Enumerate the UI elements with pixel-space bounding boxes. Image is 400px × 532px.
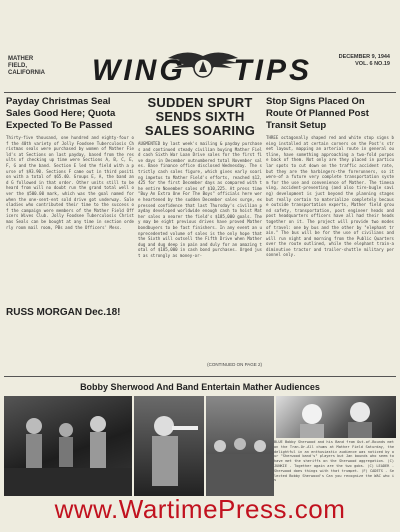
masthead-location: MATHER FIELD, CALIFORNIA	[8, 56, 45, 76]
photo-section-headline: Bobby Sherwood And Band Entertain Mather Audiences	[80, 382, 320, 392]
photo-audience	[206, 396, 274, 496]
continued-note: (CONTINUED ON PAGE 2)	[207, 362, 262, 367]
masthead-rule	[4, 92, 396, 93]
watermark-text: www.WartimePress.com	[54, 494, 346, 524]
column-center	[138, 96, 262, 367]
stop-signs-body: THREE octagonally shaped red and white stop signs being installed at certain corners on the Post's street layout, mapping an arterial route in general outline, have something approaching a two-fold purpose back of them. Not only are they placed in particular spots to cut down on the traffic accident rate, but they are the harbingers-the forerunners, so it were-of a future very complete transportation system for the use and convenience of Mather. The timesaving, accident-preventing (and also tire-bugle saving) development is just beyond the planning stages but really certain to materialize completely because outside transportation experts, Mather field ground safety, transportation, post engineer heads and post headquarters officers have all had their heads together on it. The project will provide two modes of travel: one by bus and the other by "elephant train." The bus will be for the use of civilians and will run night and morning from the Public Quarters over the route outlined, while the elephant train-a diminutive tractor and trailer-shuttle military personnel only.	[266, 135, 394, 258]
trumpet-player-illustration	[134, 396, 204, 496]
column-left	[6, 96, 134, 318]
column-right	[266, 96, 394, 367]
sales-body: AUGMENTED by last week's mailing & payday purchases and continued steady civilian buying Mather Field cash Sixth War Loan Drive sales for the first five days in December outnumbered total November sales. Base finance office disclosed Wednesday. The strictly cash sales figure, which gives early soaring impetus to Mather Field's efforts, reached $12,425 for the first December days as compared with the entire November sales of $10,225. At press time "Buy An Extra One For The Boys" officials here were heartened by the sudden December sales surge, expressed confidence that last Thursday's civilian payday developed worldwide enough cash to hoist Mather sales a nearer the field's $185,000 goals. They may be eight previous drives have proved Mather bondbuyers to be fast finishers. In any event an unprecedented volume of sales is the only hope that the Sixth will outsell the Fifth Drive when Mather dug and dug deep in pain and duly for an amazing total of $185,000 in cash bond purchases. Urged just as strongly as money-or-	[138, 141, 262, 258]
cadets-illustration	[276, 396, 396, 438]
russ-morgan-headline: RUSS MORGAN Dec.18!	[6, 307, 121, 318]
band-stage-illustration	[4, 396, 132, 496]
payday-headline: Payday Christmas Seal Sales Good Here; Quota Expected To Be Passed	[6, 96, 116, 131]
stop-signs-headline: Stop Signs Placed On Route Of Planned Post Transit Setup	[266, 96, 369, 131]
masthead: MATHER FIELD, CALIFORNIA WING TIPS DECEMBER 9, 1944 VOL. 6 NO.19	[4, 34, 396, 90]
photo-section-rule	[4, 376, 396, 377]
photo-trumpet-player	[134, 396, 204, 496]
photo-caption: BLUE Bobby Sherwood and his Band from Out-of-Bounds met on the Tran-Or-All chums at Mather Field Saturday, the delightful in an enthusiastic audience was noticed by our "Sherwood band's" players but Jan bounds who seem to have met the sheriffs on the Sherwood aggregation. (C) JUNKIE - Together again are the two gobs. (C) LEADER - Sherwood does things with that trumpet. (F) CADETS - Selected Bobby Sherwood's Can you recognize the WAC who is	[274, 440, 394, 483]
photo-cadets	[276, 396, 396, 438]
masthead-issue: DECEMBER 9, 1944 VOL. 6 NO.19	[338, 54, 390, 67]
audience-illustration	[206, 396, 274, 496]
photo-band-stage	[4, 396, 132, 496]
sales-headline: SUDDEN SPURT SENDS SIXTH SALES SOARING	[144, 95, 256, 138]
payday-body: Thirty-five thousand, one hundred and eighty-four of the 40th variety of Jolly Foodsee Tuberculosis Christmas seals were purchased by women of Mather Field's at Sections on last payday, based from the results of checking up time were Sections A, B, C, E, F, G and the band. Section E led the field with a purse of $93.90. Sections F came out in third position with a total of $65.40. Groups E, A, the band and G followed in that order. Other units still to be heard from will no doubt run the grand total well over the $500.00 mark, which was the goal named for when the one-sent-ent sold drive got underway. Salesladies who contributed their time to the success of the campaign were members of the Mather Field Officers Wives Club. Jolly Foodsee Tuberculosis Christmas Seals can be bought at any time in section orderly room mail room, PBs and the Officers' Mess.	[6, 135, 134, 230]
